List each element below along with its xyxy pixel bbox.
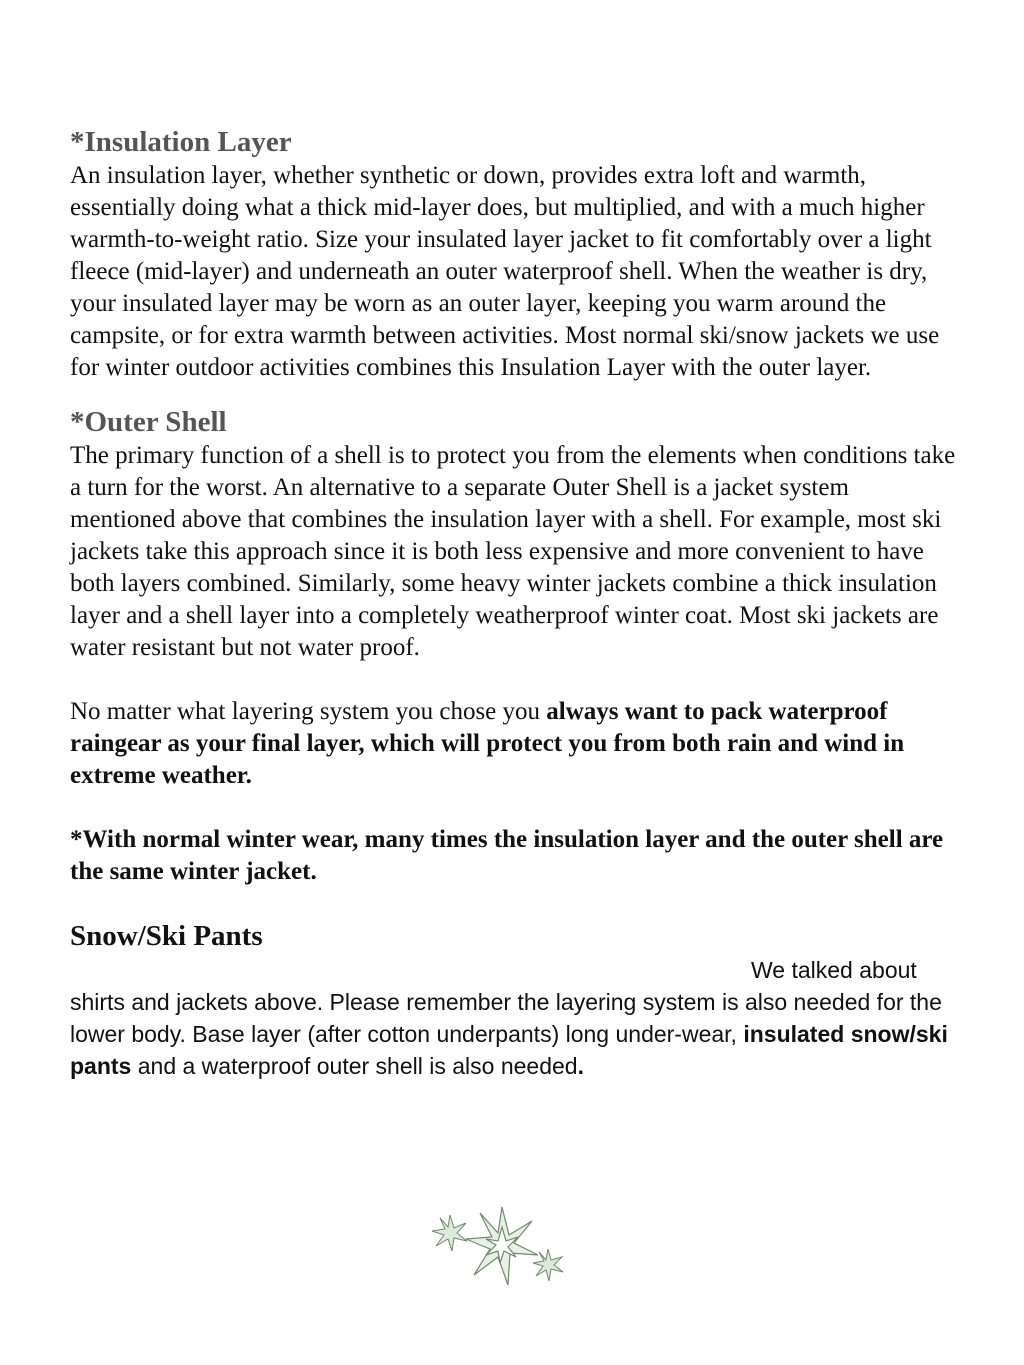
large-snowflake <box>466 1207 538 1285</box>
raingear-lead: No matter what layering system you chose you <box>70 698 547 725</box>
pants-emphasis: insulated snow/ski pants <box>70 1021 948 1079</box>
insulation-paragraph: An insulation layer, whether synthetic or down, provides extra loft and warmth, essentially doing what a thick mid-layer does, but multiplied, and with a much higher warmth-to-weight ratio. Size your insulated layer jacket to fit comfortably over a light fleece (mid-layer) and underneath an outer waterproof shell. When the weather is dry, your insulated layer may be worn as an outer layer, keeping you warm around the campsite, or for extra warmth between activities. Most normal ski/snow jackets we use for winter outdoor activities combines this Insulation Layer with the outer layer. <box>70 162 940 381</box>
pants-text-2: and a waterproof outer shell is also needed <box>131 1053 578 1079</box>
outer-shell-paragraph: The primary function of a shell is to protect you from the elements when conditions take a turn for the worst. An alternative to a separate Outer Shell is a jacket system mentioned above that combines the insulation layer with a shell. For example, most ski jackets take this approach since it is both less expensive and more convenient to have both layers combined. Similarly, some heavy winter jackets combine a thick insulation layer and a shell layer into a completely weatherproof winter coat. Most ski jackets are water resistant but not water proof. <box>70 442 956 661</box>
pants-first-line: We talked about <box>751 957 917 983</box>
left-snowflake <box>432 1215 467 1251</box>
raingear-emphasis: always want to pack waterproof raingear as your final layer, which will protect you from both rain and wind in extreme weather. <box>70 698 905 789</box>
document-page <box>70 124 960 1082</box>
pants-final-period: . <box>577 1053 584 1079</box>
insulation-heading: *Insulation Layer <box>70 126 292 158</box>
pants-text-1: shirts and jackets above. Please remember the layering system is also needed for the lower body. Base layer (after cotton underpants) long under-wear, <box>70 989 942 1047</box>
pants-heading: Snow/Ski Pants <box>70 920 263 952</box>
pants-paragraph <box>70 954 960 1082</box>
snowflakes-icon <box>430 1205 570 1295</box>
winter-jacket-note: *With normal winter wear, many times the insulation layer and the outer shell are the same winter jacket. <box>70 826 944 885</box>
outer-shell-heading: *Outer Shell <box>70 406 227 438</box>
right-snowflake <box>533 1249 563 1281</box>
raingear-paragraph <box>70 696 960 792</box>
